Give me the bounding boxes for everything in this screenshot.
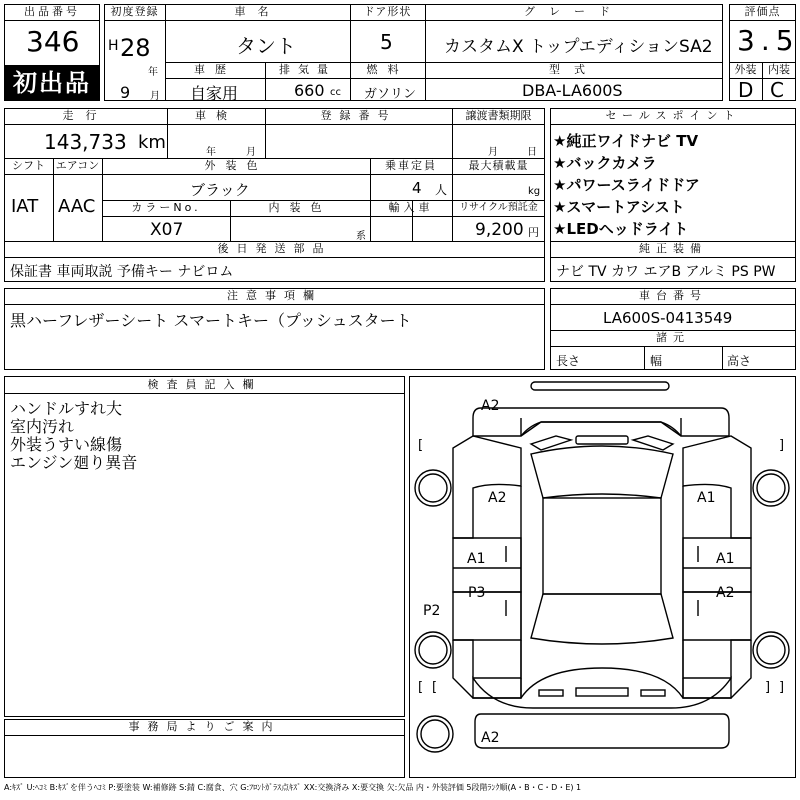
mark-left-quarter: P2 [423,603,441,619]
sales-point-item: ★バックカメラ [553,154,657,172]
transfer-day-unit: 日 [527,147,537,158]
right-side-outline [683,436,751,538]
exterior-grade: D [738,78,754,102]
rear-window [531,594,673,644]
wheel-front-right [753,470,789,506]
wheel-front-left [415,470,451,506]
capacity-value: 4 [412,179,422,197]
mileage-value: 143,733 [44,130,127,154]
wheel-rear-left [415,632,451,668]
car-name-label: 車名 [234,5,281,18]
bracket-mark: [ [418,438,424,453]
first-reg-year: 28 [120,34,151,62]
grade-label: グレード [524,5,624,18]
hood [521,422,681,436]
shift-label: シフト [12,159,45,172]
inspection-year-unit: 年 [206,147,216,158]
legend-text: A:ｷｽﾞ U:ﾍｺﾐ B:ｷｽﾞを伴うﾍｺﾐ P:要塗装 W:補修跡 S:錆 C:腐食、穴 G:ﾌﾛﾝﾄｶﾞﾗｽ点ｷｽﾞ XX:交換済み X:要交換 欠:欠品 内・外装評価 5段階ﾗﾝｸ順(A・B・C・D・E) 1 [4,783,582,792]
score-label: 評価点 [744,5,781,18]
sales-point-item: ★純正ワイドナビ TV [553,132,699,150]
front-bumper [531,382,669,390]
right-quarter [683,640,751,678]
door-value: 5 [380,30,393,54]
year-unit: 年 [148,67,158,78]
later-parts-value: 保証書 車両取説 予備キー ナビロム [10,264,234,280]
displacement-label: 排気量 [279,63,336,76]
ac-label: エアコン [55,159,100,172]
height-label: 高さ [727,354,752,368]
mark-right-rear-door: A2 [716,585,735,601]
door-label: ドア形状 [363,5,412,18]
ext-color-label: 外装色 [204,159,268,172]
fuel-value: ガソリン [364,87,417,102]
grille-center [576,436,628,444]
exterior-label: 外装 [734,63,757,76]
fuel-label: 燃料 [366,63,409,76]
month-unit: 月 [150,91,160,102]
sales-points-label: セールスポイント [605,109,741,122]
dims-label: 諸元 [656,331,690,344]
rear-lamp-left [539,690,563,696]
recycle-label: リサイクル預託金 [459,202,538,213]
transfer-label: 譲渡書類期限 [465,109,532,122]
capacity-label: 乗車定員 [385,159,437,172]
lot-number: 346 [26,25,80,58]
chassis-number: LA600S-0413549 [603,309,733,327]
chassis-label: 車台番号 [639,289,707,302]
max-load-unit: kg [528,186,541,197]
era-letter: H [108,38,119,54]
mark-rear: A2 [481,730,500,746]
width-label: 幅 [650,354,663,368]
displacement-value: 660 [294,81,325,100]
capacity-unit: 人 [435,183,448,197]
transfer-month-unit: 月 [488,147,498,158]
import-label: 輸入車 [388,201,434,214]
first-listing-badge: 初出品 [4,66,100,101]
mark-front-right-fender: A1 [697,490,716,506]
genuine-equipment-label: 純正装備 [639,242,707,255]
windshield [531,446,673,498]
inspector-note: 外装うすい線傷 [10,435,123,454]
bracket-mark: [ [418,680,424,695]
caution-label: 注意事項欄 [227,289,322,302]
score-value: 3.5 [737,24,800,57]
rear-lamp-right [641,690,665,696]
lot-label: 出品番号 [24,5,80,18]
first-reg-month: 9 [120,83,131,102]
interior-label: 内装 [768,63,790,76]
mark-left-rear-door: P3 [468,585,486,601]
mark-right-front-door: A1 [716,551,735,567]
license-plate [576,688,628,696]
history-value: 自家用 [190,84,239,103]
left-front-door [453,538,521,592]
max-load-label: 最大積載量 [468,159,529,172]
car-name: タント [236,34,296,58]
bracket-mark: [ [432,680,438,695]
first-reg-label: 初度登録 [110,5,159,18]
reg-no-label: 登録番号 [320,109,397,122]
left-side-outline [453,436,521,538]
wheel-rear-right [753,632,789,668]
history-label: 車歴 [194,63,236,76]
genuine-equipment-value: ナビ TV カワ エアB アルミ PS PW [556,264,776,280]
inspector-note: 室内汚れ [10,417,75,436]
bracket-mark: ] [765,680,771,695]
recycle-value: 9,200 [475,220,524,240]
shift-value: IAT [11,196,39,217]
later-parts-label: 後日発送部品 [217,242,332,255]
ext-color-value: ブラック [190,181,250,199]
caution-text: 黒ハーフレザーシート スマートキー（プッシュスタート [10,311,412,330]
interior-grade: C [770,78,784,102]
ac-value: AAC [58,196,96,217]
color-no-label: カラーNo. [131,201,201,214]
car-diagram [411,378,794,776]
mark-front: A2 [481,398,500,414]
spare-wheel [417,716,453,752]
mark-left-front-door: A1 [467,551,486,567]
bracket-mark: ] [779,438,785,453]
displacement-unit: cc [330,87,341,98]
mileage-label: 走行 [62,109,109,122]
recycle-unit: 円 [528,226,539,239]
color-no-value: X07 [150,220,184,240]
inspector-note: ハンドルすれ大 [10,399,123,418]
inspector-note: エンジン廻り異音 [10,453,138,472]
grade-value: カスタムX トップエディションSA2 [444,37,713,57]
inspection-label: 車検 [195,109,237,122]
length-label: 長さ [556,354,581,368]
inspection-month-unit: 月 [246,147,256,158]
model-label: 型式 [549,63,599,76]
model-value: DBA-LA600S [522,81,623,100]
sales-point-item: ★パワースライドドア [553,176,700,194]
bracket-mark: ] [779,680,785,695]
roof [543,498,661,594]
int-color-label: 内装色 [268,201,332,214]
left-quarter [453,640,521,678]
mileage-unit: km [138,132,166,153]
office-label: 事務局よりご案内 [128,720,281,733]
inspector-label: 検査員記入欄 [147,378,262,391]
sales-point-item: ★スマートアシスト [553,198,685,216]
left-rear-door [453,592,521,640]
rear-bumper [475,714,729,748]
int-color-unit: 系 [356,231,366,242]
mark-front-left-fender: A2 [488,490,507,506]
sales-point-item: ★LEDヘッドライト [553,220,689,238]
